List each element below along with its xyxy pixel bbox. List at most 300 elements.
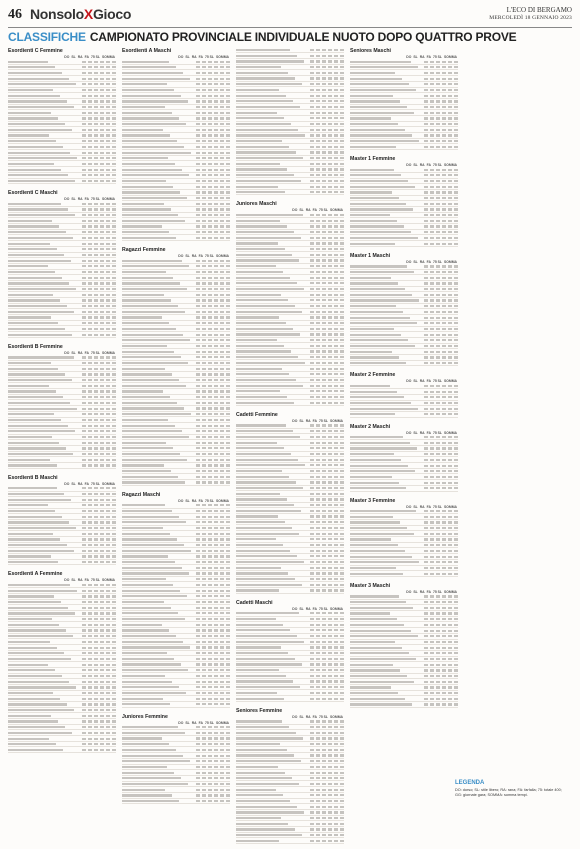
table-row [122,151,230,156]
athlete-name-placeholder [8,720,58,722]
athlete-name-placeholder [350,328,394,330]
times-placeholder [82,237,116,239]
athlete-name-placeholder [122,197,187,199]
times-placeholder [424,538,458,540]
athlete-name-placeholder [350,635,418,637]
athlete-name-placeholder [236,333,300,335]
table-row [8,71,116,76]
table-row [8,378,116,383]
table-row [350,281,458,286]
times-placeholder [196,203,230,205]
times-placeholder [310,800,344,802]
athlete-name-placeholder [8,112,51,114]
table-row [122,367,230,372]
table-row [350,515,458,520]
table-row [8,492,116,497]
table-row [122,600,230,605]
times-placeholder [196,692,230,694]
table-row [122,60,230,65]
table-row [8,395,116,400]
athlete-name-placeholder [236,663,302,665]
times-placeholder [310,277,344,279]
athlete-name-placeholder [122,100,188,102]
table-row [122,355,230,360]
times-placeholder [82,163,116,165]
table-row [8,389,116,394]
category-block [350,498,458,577]
athlete-name-placeholder [350,180,408,182]
table-row [350,509,458,514]
athlete-name-placeholder [350,106,407,108]
athlete-name-placeholder [122,766,167,768]
times-placeholder [424,607,458,609]
table-row [236,213,344,218]
athlete-name-placeholder [236,487,303,489]
athlete-name-placeholder [350,652,409,654]
table-row [236,446,344,451]
athlete-name-placeholder [122,538,177,540]
table-row [236,264,344,269]
times-placeholder [424,174,458,176]
table-row [8,691,116,696]
table-row [350,532,458,537]
athlete-name-placeholder [8,459,50,461]
table-row [236,133,344,138]
athlete-name-placeholder [8,430,75,432]
times-placeholder [82,538,116,540]
column-header: DO [406,259,412,264]
athlete-name-placeholder [236,635,297,637]
athlete-name-placeholder [350,595,399,597]
times-placeholder [196,749,230,751]
column-header: DO [178,55,184,59]
table-row [8,281,116,286]
category-title: Esordienti B Femmine [8,343,63,350]
athlete-name-placeholder [122,385,186,387]
athlete-name-placeholder [350,692,398,694]
athlete-name-placeholder [122,430,182,432]
table-row [236,441,344,446]
table-row [236,788,344,793]
table-row [8,315,116,320]
table-row [236,497,344,502]
table-row [236,634,344,639]
table-row [122,515,230,520]
table-row [8,128,116,133]
legend-box [455,780,565,797]
times-placeholder [310,89,344,91]
athlete-name-placeholder [8,521,69,523]
table-row [8,270,116,275]
column-header: 75 SL [90,481,100,486]
times-placeholder [82,459,116,461]
times-placeholder [196,470,230,472]
times-placeholder [310,476,344,478]
column-header: 75 SL [432,589,442,594]
times-placeholder [82,453,116,455]
table-row [122,532,230,537]
times-placeholder [310,641,344,643]
table-row [236,162,344,167]
athlete-name-placeholder [122,635,176,637]
times-placeholder [424,630,458,632]
results-columns [8,48,572,844]
table-row [8,503,116,508]
times-placeholder [310,106,344,108]
athlete-name-placeholder [122,72,183,74]
table-row [236,759,344,764]
table-row [122,793,230,798]
table-row [122,583,230,588]
times-placeholder [196,322,230,324]
table-row [350,116,458,121]
table-row [8,242,116,247]
table-row [8,611,116,616]
times-placeholder [196,373,230,375]
times-placeholder [310,220,344,222]
table-row [122,111,230,116]
times-placeholder [82,282,116,284]
table-row [122,179,230,184]
times-placeholder [196,180,230,182]
column-header: 75 SL [318,208,328,213]
table-row [122,748,230,753]
times-placeholder [310,675,344,677]
times-placeholder [196,544,230,546]
table-row [8,327,116,332]
times-placeholder [196,100,230,102]
times-placeholder [310,828,344,830]
table-row [8,748,116,753]
times-placeholder [82,214,116,216]
athlete-name-placeholder [350,322,417,324]
column-header: FA [312,714,317,719]
column-header: RA [77,578,83,583]
table-row [8,65,116,70]
athlete-name-placeholder [122,134,170,136]
times-placeholder [196,794,230,796]
times-placeholder [310,345,344,347]
table-row [350,304,458,309]
athlete-name-placeholder [122,481,185,483]
table-row [8,463,116,468]
athlete-name-placeholder [122,760,190,762]
times-placeholder [424,186,458,188]
times-placeholder [82,385,116,387]
column-header: FA [198,498,203,503]
times-placeholder [82,134,116,136]
table-row [236,463,344,468]
times-placeholder [82,641,116,643]
times-placeholder [82,95,116,97]
table-row [350,207,458,212]
table-row [350,264,458,269]
table-row [350,611,458,616]
table-row [236,253,344,258]
table-row [8,657,116,662]
table-row [350,316,458,321]
athlete-name-placeholder [236,72,288,74]
athlete-name-placeholder [122,157,168,159]
athlete-name-placeholder [236,191,285,193]
times-placeholder [196,311,230,313]
table-row [236,719,344,724]
times-placeholder [424,243,458,245]
times-placeholder [196,299,230,301]
times-placeholder [424,345,458,347]
times-placeholder [424,396,458,398]
times-placeholder [82,618,116,620]
times-placeholder [196,117,230,119]
times-placeholder [82,260,116,262]
times-placeholder [424,100,458,102]
athlete-name-placeholder [122,356,181,358]
table-row [236,48,344,53]
table-row [350,674,458,679]
table-row [8,680,116,685]
times-placeholder [424,470,458,472]
times-placeholder [310,789,344,791]
athlete-name-placeholder [122,220,185,222]
athlete-name-placeholder [350,436,403,438]
athlete-name-placeholder [236,214,303,216]
category-title: Master 3 Femmine [350,497,396,504]
athlete-name-placeholder [122,402,177,404]
athlete-name-placeholder [122,504,165,506]
athlete-name-placeholder [350,453,394,455]
column-header: DO [406,55,412,59]
table-row [350,549,458,554]
athlete-name-placeholder [122,174,189,176]
table-row [8,719,116,724]
table-row [8,367,116,372]
times-placeholder [424,197,458,199]
table-row [236,765,344,770]
times-placeholder [82,436,116,438]
table-row [8,111,116,116]
athlete-name-placeholder [122,123,186,125]
athlete-name-placeholder [8,607,68,609]
table-row [236,458,344,463]
table-header [122,721,230,725]
table-row [236,588,344,593]
athlete-name-placeholder [8,612,75,614]
table-row [122,446,230,451]
times-placeholder [196,271,230,273]
times-placeholder [82,493,116,495]
column-header: FA [426,163,431,168]
athlete-name-placeholder [236,794,283,796]
times-placeholder [310,481,344,483]
times-placeholder [424,635,458,637]
athlete-name-placeholder [236,186,278,188]
table-row [122,640,230,645]
table-row [8,139,116,144]
table-row [350,600,458,605]
column-header: DO [292,418,298,423]
table-row [350,401,458,406]
times-placeholder [82,595,116,597]
athlete-name-placeholder [122,407,184,409]
athlete-name-placeholder [350,413,395,415]
athlete-name-placeholder [122,225,162,227]
column-header: SOMMA [444,430,457,435]
athlete-name-placeholder [350,311,403,313]
times-placeholder [82,254,116,256]
times-placeholder [310,584,344,586]
athlete-name-placeholder [350,607,413,609]
athlete-name-placeholder [236,726,289,728]
times-placeholder [424,305,458,307]
table-row [122,771,230,776]
athlete-name-placeholder [122,595,187,597]
athlete-name-placeholder [8,647,57,649]
times-placeholder [196,675,230,677]
times-placeholder [310,271,344,273]
column-header: SOMMA [444,379,457,384]
times-placeholder [310,259,344,261]
athlete-name-placeholder [236,783,299,785]
athlete-name-placeholder [122,373,172,375]
table-row [236,219,344,224]
table-row [8,554,116,559]
times-placeholder [82,715,116,717]
athlete-name-placeholder [8,709,74,711]
table-row [236,549,344,554]
column-header: 75 SL [90,55,100,59]
athlete-name-placeholder [350,72,395,74]
athlete-name-placeholder [8,254,64,256]
times-placeholder [196,231,230,233]
athlete-name-placeholder [350,658,416,660]
times-placeholder [310,254,344,256]
athlete-name-placeholder [122,561,175,563]
table-row [236,725,344,730]
table-row [122,344,230,349]
times-placeholder [310,766,344,768]
athlete-name-placeholder [350,675,407,677]
times-placeholder [310,299,344,301]
athlete-name-placeholder [122,83,167,85]
athlete-name-placeholder [236,151,296,153]
times-placeholder [310,49,344,51]
table-row [236,54,344,59]
column-header: RA [305,418,311,423]
times-placeholder [196,328,230,330]
times-placeholder [310,339,344,341]
athlete-name-placeholder [8,134,49,136]
table-row [8,441,116,446]
athlete-name-placeholder [8,123,65,125]
table-header [236,208,344,212]
table-row [122,776,230,781]
times-placeholder [310,823,344,825]
table-row [122,378,230,383]
table-row [8,247,116,252]
table-row [236,395,344,400]
times-placeholder [196,550,230,552]
table-row [122,88,230,93]
times-placeholder [310,288,344,290]
athlete-name-placeholder [122,78,190,80]
table-row [236,59,344,64]
table-row [350,333,458,338]
times-placeholder [82,738,116,740]
column-header: FA [84,197,89,202]
table-row [122,754,230,759]
athlete-name-placeholder [122,550,191,552]
table-row [350,651,458,656]
column-header: FA [84,481,89,486]
times-placeholder [82,152,116,154]
table-row [350,606,458,611]
times-placeholder [310,146,344,148]
times-placeholder [310,151,344,153]
column-header: 75 SL [204,720,214,725]
times-placeholder [196,294,230,296]
times-placeholder [424,675,458,677]
table-row [350,344,458,349]
times-placeholder [310,635,344,637]
table-row [8,583,116,588]
times-placeholder [196,595,230,597]
athlete-name-placeholder [8,533,53,535]
athlete-name-placeholder [350,516,393,518]
athlete-name-placeholder [236,459,298,461]
athlete-name-placeholder [122,186,173,188]
column-header: SOMMA [444,55,457,59]
column-header: SOMMA [444,504,457,509]
category-block [122,48,230,241]
table-row [350,99,458,104]
athlete-name-placeholder [350,556,412,558]
table-row [8,384,116,389]
athlete-name-placeholder [236,368,282,370]
times-placeholder [310,350,344,352]
category-title: Master 1 Femmine [350,156,396,163]
times-placeholder [310,66,344,68]
athlete-name-placeholder [236,652,288,654]
table-row [122,333,230,338]
athlete-name-placeholder [122,629,169,631]
column-header: FA [426,589,431,594]
times-placeholder [196,538,230,540]
athlete-name-placeholder [236,299,288,301]
table-row [236,105,344,110]
category-title: Esordienti A Femmine [8,571,63,578]
athlete-name-placeholder [236,316,279,318]
athlete-name-placeholder [350,95,393,97]
table-row [350,486,458,491]
times-placeholder [424,271,458,273]
athlete-name-placeholder [8,305,67,307]
athlete-name-placeholder [122,590,180,592]
athlete-name-placeholder [8,555,51,557]
table-row [122,617,230,622]
times-placeholder [310,561,344,563]
times-placeholder [196,351,230,353]
athlete-name-placeholder [236,112,277,114]
table-row [122,412,230,417]
table-row [8,219,116,224]
athlete-name-placeholder [350,482,399,484]
table-row [236,173,344,178]
table-row [8,646,116,651]
column-header: DO [64,55,70,59]
table-row [236,742,344,747]
column-header: DO [64,350,70,355]
athlete-name-placeholder [122,339,190,341]
